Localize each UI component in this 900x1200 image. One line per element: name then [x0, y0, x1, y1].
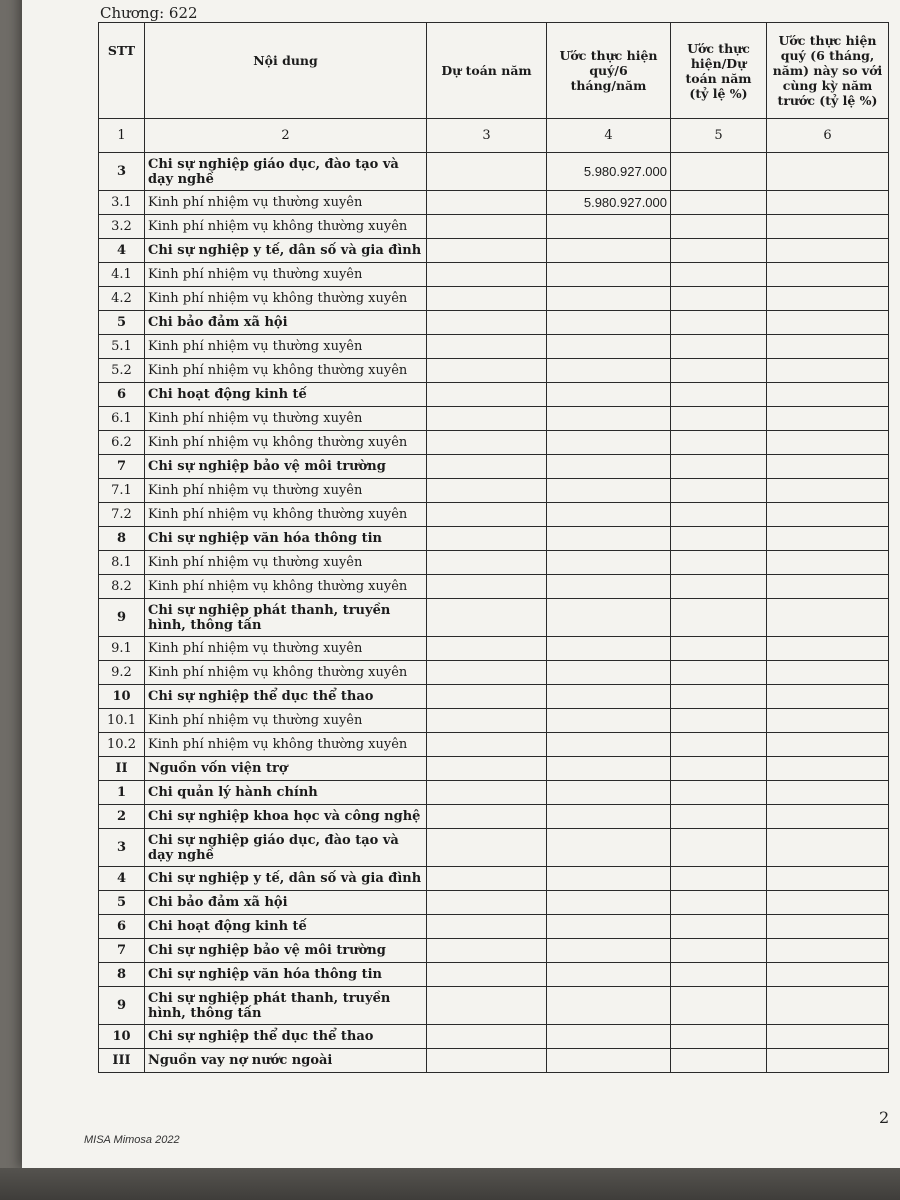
header-row	[99, 23, 889, 119]
row-ratio-to-estimate	[671, 455, 767, 479]
row-annual-estimate	[427, 891, 547, 915]
row-ratio-to-prev-year	[767, 891, 889, 915]
row-ratio-to-prev-year	[767, 805, 889, 829]
table-row	[99, 915, 889, 939]
row-ratio-to-prev-year	[767, 867, 889, 891]
table-row	[99, 191, 889, 215]
row-stt: 3	[99, 153, 145, 191]
table-row	[99, 455, 889, 479]
table-row	[99, 685, 889, 709]
row-ratio-to-prev-year	[767, 987, 889, 1025]
software-brand: MISA Mimosa 2022	[84, 1134, 180, 1146]
row-stt: 7	[99, 939, 145, 963]
row-estimated-actual	[547, 407, 671, 431]
row-annual-estimate	[427, 239, 547, 263]
row-stt: 6.2	[99, 431, 145, 455]
row-stt: 3	[99, 829, 145, 867]
table-row	[99, 939, 889, 963]
row-ratio-to-prev-year	[767, 359, 889, 383]
row-content: Chi sự nghiệp giáo dục, đào tạo và dạy nghề	[145, 153, 427, 191]
row-content: Kinh phí nhiệm vụ thường xuyên	[145, 191, 427, 215]
row-ratio-to-prev-year	[767, 287, 889, 311]
row-ratio-to-estimate	[671, 1025, 767, 1049]
row-ratio-to-estimate	[671, 383, 767, 407]
row-annual-estimate	[427, 781, 547, 805]
row-stt: 6.1	[99, 407, 145, 431]
row-ratio-to-prev-year	[767, 963, 889, 987]
row-stt: 6	[99, 915, 145, 939]
row-ratio-to-estimate	[671, 709, 767, 733]
table-row	[99, 599, 889, 637]
row-ratio-to-prev-year	[767, 383, 889, 407]
row-annual-estimate	[427, 867, 547, 891]
row-content: Kinh phí nhiệm vụ thường xuyên	[145, 407, 427, 431]
row-annual-estimate	[427, 455, 547, 479]
row-stt: 5.2	[99, 359, 145, 383]
row-annual-estimate	[427, 939, 547, 963]
row-estimated-actual	[547, 551, 671, 575]
table-row	[99, 637, 889, 661]
row-ratio-to-estimate	[671, 263, 767, 287]
row-annual-estimate	[427, 575, 547, 599]
row-ratio-to-prev-year	[767, 915, 889, 939]
row-content: Kinh phí nhiệm vụ không thường xuyên	[145, 431, 427, 455]
row-ratio-to-estimate	[671, 311, 767, 335]
row-ratio-to-prev-year	[767, 709, 889, 733]
row-content: Kinh phí nhiệm vụ không thường xuyên	[145, 359, 427, 383]
row-content: Kinh phí nhiệm vụ thường xuyên	[145, 479, 427, 503]
column-number: 4	[547, 119, 671, 153]
row-ratio-to-prev-year	[767, 239, 889, 263]
row-estimated-actual: 5.980.927.000	[547, 191, 671, 215]
row-ratio-to-prev-year	[767, 191, 889, 215]
row-ratio-to-prev-year	[767, 1025, 889, 1049]
row-stt: 5.1	[99, 335, 145, 359]
header-annual-estimate: Dự toán năm	[427, 23, 547, 119]
row-ratio-to-prev-year	[767, 215, 889, 239]
row-stt: 4.2	[99, 287, 145, 311]
row-ratio-to-estimate	[671, 431, 767, 455]
row-annual-estimate	[427, 661, 547, 685]
row-content: Kinh phí nhiệm vụ không thường xuyên	[145, 733, 427, 757]
header-content: Nội dung	[145, 23, 427, 119]
row-ratio-to-estimate	[671, 153, 767, 191]
table-row	[99, 215, 889, 239]
row-ratio-to-estimate	[671, 733, 767, 757]
row-stt: 8	[99, 963, 145, 987]
row-annual-estimate	[427, 805, 547, 829]
row-estimated-actual	[547, 1049, 671, 1073]
row-annual-estimate	[427, 287, 547, 311]
row-content: Kinh phí nhiệm vụ thường xuyên	[145, 709, 427, 733]
row-ratio-to-prev-year	[767, 757, 889, 781]
row-annual-estimate	[427, 191, 547, 215]
desk-shadow	[0, 1168, 900, 1200]
column-number: 3	[427, 119, 547, 153]
row-ratio-to-estimate	[671, 215, 767, 239]
row-ratio-to-prev-year	[767, 311, 889, 335]
row-estimated-actual	[547, 359, 671, 383]
row-annual-estimate	[427, 431, 547, 455]
row-estimated-actual	[547, 503, 671, 527]
row-ratio-to-prev-year	[767, 939, 889, 963]
row-stt: 9.1	[99, 637, 145, 661]
row-ratio-to-estimate	[671, 757, 767, 781]
row-content: Chi sự nghiệp y tế, dân số và gia đình	[145, 867, 427, 891]
row-annual-estimate	[427, 757, 547, 781]
row-stt: 7.2	[99, 503, 145, 527]
table-row	[99, 431, 889, 455]
row-content: Kinh phí nhiệm vụ không thường xuyên	[145, 287, 427, 311]
row-stt: 4	[99, 867, 145, 891]
row-content: Kinh phí nhiệm vụ không thường xuyên	[145, 661, 427, 685]
row-ratio-to-prev-year	[767, 829, 889, 867]
page-number: 2	[879, 1108, 890, 1127]
chapter-label: Chương: 622	[100, 4, 198, 22]
row-ratio-to-estimate	[671, 575, 767, 599]
row-estimated-actual	[547, 781, 671, 805]
table-row	[99, 383, 889, 407]
row-ratio-to-prev-year	[767, 335, 889, 359]
row-annual-estimate	[427, 637, 547, 661]
row-stt: 10.1	[99, 709, 145, 733]
table-row	[99, 551, 889, 575]
row-estimated-actual	[547, 661, 671, 685]
header-stt: STT	[99, 23, 145, 119]
row-ratio-to-estimate	[671, 191, 767, 215]
table-row	[99, 527, 889, 551]
row-estimated-actual	[547, 685, 671, 709]
table-row	[99, 263, 889, 287]
row-content: Chi sự nghiệp bảo vệ môi trường	[145, 455, 427, 479]
row-ratio-to-prev-year	[767, 455, 889, 479]
row-ratio-to-estimate	[671, 503, 767, 527]
row-content: Chi sự nghiệp thể dục thể thao	[145, 685, 427, 709]
row-ratio-to-estimate	[671, 805, 767, 829]
row-estimated-actual	[547, 239, 671, 263]
row-stt: 10	[99, 685, 145, 709]
table-row	[99, 287, 889, 311]
row-estimated-actual	[547, 383, 671, 407]
row-ratio-to-estimate	[671, 407, 767, 431]
row-stt: III	[99, 1049, 145, 1073]
row-ratio-to-prev-year	[767, 551, 889, 575]
row-annual-estimate	[427, 599, 547, 637]
row-ratio-to-estimate	[671, 915, 767, 939]
row-estimated-actual	[547, 263, 671, 287]
row-ratio-to-estimate	[671, 781, 767, 805]
row-estimated-actual	[547, 891, 671, 915]
table-row	[99, 757, 889, 781]
row-stt: 5	[99, 311, 145, 335]
header-ratio-to-prev-year: Ước thực hiện quý (6 tháng, năm) này so với cùng kỳ năm trước (tỷ lệ %)	[767, 23, 889, 119]
row-stt: 9	[99, 987, 145, 1025]
row-content: Chi hoạt động kinh tế	[145, 383, 427, 407]
row-ratio-to-estimate	[671, 287, 767, 311]
row-ratio-to-prev-year	[767, 527, 889, 551]
row-ratio-to-estimate	[671, 685, 767, 709]
row-annual-estimate	[427, 503, 547, 527]
row-estimated-actual	[547, 987, 671, 1025]
row-stt: 3.2	[99, 215, 145, 239]
row-ratio-to-estimate	[671, 637, 767, 661]
row-content: Chi sự nghiệp giáo dục, đào tạo và dạy nghề	[145, 829, 427, 867]
row-annual-estimate	[427, 685, 547, 709]
row-annual-estimate	[427, 407, 547, 431]
row-estimated-actual	[547, 215, 671, 239]
row-content: Kinh phí nhiệm vụ không thường xuyên	[145, 503, 427, 527]
row-annual-estimate	[427, 987, 547, 1025]
row-content: Chi bảo đảm xã hội	[145, 891, 427, 915]
column-number: 1	[99, 119, 145, 153]
row-stt: 8.1	[99, 551, 145, 575]
table-body	[99, 153, 889, 1073]
header-estimated-actual: Ước thực hiện quý/6 tháng/năm	[547, 23, 671, 119]
row-content: Chi sự nghiệp phát thanh, truyền hình, thông tấn	[145, 987, 427, 1025]
row-estimated-actual	[547, 915, 671, 939]
row-estimated-actual	[547, 311, 671, 335]
row-estimated-actual: 5.980.927.000	[547, 153, 671, 191]
table-row	[99, 1025, 889, 1049]
row-ratio-to-prev-year	[767, 575, 889, 599]
row-estimated-actual	[547, 431, 671, 455]
row-ratio-to-estimate	[671, 829, 767, 867]
column-number: 6	[767, 119, 889, 153]
table-row	[99, 311, 889, 335]
row-ratio-to-prev-year	[767, 599, 889, 637]
row-stt: II	[99, 757, 145, 781]
table-row	[99, 239, 889, 263]
row-content: Chi hoạt động kinh tế	[145, 915, 427, 939]
row-ratio-to-prev-year	[767, 263, 889, 287]
row-stt: 3.1	[99, 191, 145, 215]
row-stt: 4	[99, 239, 145, 263]
row-annual-estimate	[427, 527, 547, 551]
row-ratio-to-prev-year	[767, 637, 889, 661]
table-row	[99, 781, 889, 805]
row-estimated-actual	[547, 1025, 671, 1049]
row-content: Kinh phí nhiệm vụ thường xuyên	[145, 335, 427, 359]
row-stt: 8	[99, 527, 145, 551]
row-annual-estimate	[427, 215, 547, 239]
row-ratio-to-estimate	[671, 1049, 767, 1073]
budget-table	[98, 22, 889, 1073]
row-estimated-actual	[547, 479, 671, 503]
table-row	[99, 153, 889, 191]
table-row	[99, 891, 889, 915]
row-ratio-to-estimate	[671, 963, 767, 987]
row-ratio-to-prev-year	[767, 407, 889, 431]
row-stt: 2	[99, 805, 145, 829]
table-row	[99, 407, 889, 431]
table-row	[99, 987, 889, 1025]
row-ratio-to-prev-year	[767, 781, 889, 805]
column-number-row	[99, 119, 889, 153]
row-stt: 1	[99, 781, 145, 805]
row-ratio-to-prev-year	[767, 661, 889, 685]
row-estimated-actual	[547, 709, 671, 733]
row-estimated-actual	[547, 527, 671, 551]
row-stt: 7.1	[99, 479, 145, 503]
row-ratio-to-prev-year	[767, 431, 889, 455]
row-estimated-actual	[547, 867, 671, 891]
row-content: Kinh phí nhiệm vụ thường xuyên	[145, 637, 427, 661]
column-number: 5	[671, 119, 767, 153]
row-content: Kinh phí nhiệm vụ thường xuyên	[145, 263, 427, 287]
row-annual-estimate	[427, 915, 547, 939]
row-ratio-to-estimate	[671, 335, 767, 359]
row-estimated-actual	[547, 733, 671, 757]
table-row	[99, 733, 889, 757]
row-content: Chi bảo đảm xã hội	[145, 311, 427, 335]
row-ratio-to-prev-year	[767, 503, 889, 527]
row-annual-estimate	[427, 311, 547, 335]
row-content: Chi quản lý hành chính	[145, 781, 427, 805]
row-ratio-to-estimate	[671, 527, 767, 551]
row-stt: 9.2	[99, 661, 145, 685]
row-stt: 10.2	[99, 733, 145, 757]
table-row	[99, 867, 889, 891]
row-ratio-to-estimate	[671, 987, 767, 1025]
column-number: 2	[145, 119, 427, 153]
row-stt: 8.2	[99, 575, 145, 599]
row-content: Chi sự nghiệp phát thanh, truyền hình, thông tấn	[145, 599, 427, 637]
row-content: Chi sự nghiệp văn hóa thông tin	[145, 963, 427, 987]
table-row	[99, 575, 889, 599]
row-estimated-actual	[547, 805, 671, 829]
row-annual-estimate	[427, 1049, 547, 1073]
row-estimated-actual	[547, 455, 671, 479]
row-ratio-to-prev-year	[767, 733, 889, 757]
row-annual-estimate	[427, 733, 547, 757]
row-stt: 4.1	[99, 263, 145, 287]
row-annual-estimate	[427, 1025, 547, 1049]
row-ratio-to-estimate	[671, 891, 767, 915]
row-content: Chi sự nghiệp thể dục thể thao	[145, 1025, 427, 1049]
row-ratio-to-estimate	[671, 867, 767, 891]
table-row	[99, 359, 889, 383]
row-content: Nguồn vay nợ nước ngoài	[145, 1049, 427, 1073]
table-row	[99, 479, 889, 503]
row-stt: 9	[99, 599, 145, 637]
row-stt: 7	[99, 455, 145, 479]
row-content: Kinh phí nhiệm vụ không thường xuyên	[145, 575, 427, 599]
row-stt: 5	[99, 891, 145, 915]
row-stt: 10	[99, 1025, 145, 1049]
row-annual-estimate	[427, 153, 547, 191]
row-ratio-to-estimate	[671, 939, 767, 963]
table-row	[99, 661, 889, 685]
row-annual-estimate	[427, 709, 547, 733]
row-ratio-to-estimate	[671, 479, 767, 503]
row-ratio-to-prev-year	[767, 479, 889, 503]
row-annual-estimate	[427, 383, 547, 407]
row-annual-estimate	[427, 359, 547, 383]
row-annual-estimate	[427, 335, 547, 359]
table-row	[99, 503, 889, 527]
table-row	[99, 709, 889, 733]
row-annual-estimate	[427, 551, 547, 575]
header-ratio-to-estimate: Ước thực hiện/Dự toán năm (tỷ lệ %)	[671, 23, 767, 119]
row-ratio-to-estimate	[671, 239, 767, 263]
row-estimated-actual	[547, 599, 671, 637]
row-content: Chi sự nghiệp bảo vệ môi trường	[145, 939, 427, 963]
row-annual-estimate	[427, 263, 547, 287]
row-content: Chi sự nghiệp văn hóa thông tin	[145, 527, 427, 551]
table-row	[99, 963, 889, 987]
row-ratio-to-prev-year	[767, 1049, 889, 1073]
table-row	[99, 1049, 889, 1073]
row-annual-estimate	[427, 479, 547, 503]
row-annual-estimate	[427, 829, 547, 867]
row-ratio-to-estimate	[671, 551, 767, 575]
row-ratio-to-estimate	[671, 599, 767, 637]
row-ratio-to-prev-year	[767, 685, 889, 709]
row-estimated-actual	[547, 637, 671, 661]
row-estimated-actual	[547, 963, 671, 987]
table-row	[99, 335, 889, 359]
row-stt: 6	[99, 383, 145, 407]
table-row	[99, 829, 889, 867]
row-estimated-actual	[547, 575, 671, 599]
row-estimated-actual	[547, 757, 671, 781]
row-content: Chi sự nghiệp y tế, dân số và gia đình	[145, 239, 427, 263]
row-annual-estimate	[427, 963, 547, 987]
row-content: Chi sự nghiệp khoa học và công nghệ	[145, 805, 427, 829]
row-ratio-to-prev-year	[767, 153, 889, 191]
row-estimated-actual	[547, 287, 671, 311]
row-estimated-actual	[547, 335, 671, 359]
row-ratio-to-estimate	[671, 661, 767, 685]
row-ratio-to-estimate	[671, 359, 767, 383]
row-content: Nguồn vốn viện trợ	[145, 757, 427, 781]
row-content: Kinh phí nhiệm vụ thường xuyên	[145, 551, 427, 575]
row-estimated-actual	[547, 829, 671, 867]
row-estimated-actual	[547, 939, 671, 963]
row-content: Kinh phí nhiệm vụ không thường xuyên	[145, 215, 427, 239]
table-row	[99, 805, 889, 829]
